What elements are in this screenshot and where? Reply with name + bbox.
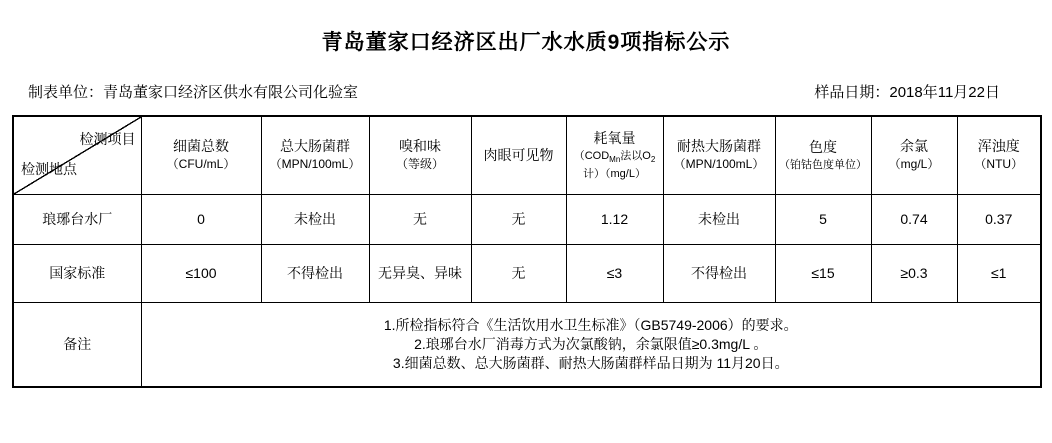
table-row-national-standard <box>13 244 1041 302</box>
langyatai-oxygen-consumption: 1.12 <box>566 194 663 244</box>
header-col-residual-chlorine: 余氯 （mg/L） <box>871 116 957 194</box>
langyatai-thermotolerant-coliform: 未检出 <box>663 194 775 244</box>
standard-turbidity: ≤1 <box>957 244 1041 302</box>
remark-line-1: 1.所检指标符合《生活饮用水卫生标准》（GB5749-2006）的要求。 <box>383 316 798 333</box>
meta-row <box>0 81 1052 102</box>
corner-label-test-location: 检测地点 <box>21 161 77 177</box>
langyatai-bacteria-total: 0 <box>141 194 261 244</box>
header-col-oxygen-consumption: 耗氧量 （$COD_{Mn}$法以$O_2$计）（mg/L） <box>566 116 663 194</box>
row-label-langyatai: 琅琊台水厂 <box>13 194 141 244</box>
langyatai-odor-taste: 无 <box>369 194 471 244</box>
corner-label-test-item: 检测项目 <box>79 131 136 147</box>
standard-oxygen-consumption: ≤3 <box>566 244 663 302</box>
langyatai-chroma: 5 <box>775 194 871 244</box>
standard-chroma: ≤15 <box>775 244 871 302</box>
remark-line-3: 3.细菌总数、总大肠菌群、耐热大肠菌群样品日期为 11月20日。 <box>392 354 789 371</box>
corner-cell <box>13 116 141 194</box>
langyatai-visible-matter: 无 <box>471 194 566 244</box>
standard-residual-chlorine: ≥0.3 <box>871 244 957 302</box>
remark-line-2: 2.琅琊台水厂消毒方式为次氯酸钠，余氯限值≥0.3mg/L 。 <box>414 335 768 352</box>
oxygen-consumption-unit: （$COD_{Mn}$法以$O_2$计）（mg/L） <box>573 149 656 180</box>
standard-odor-taste: 无异臭、异味 <box>369 244 471 302</box>
standard-thermotolerant-coliform: 不得检出 <box>663 244 775 302</box>
header-col-bacteria-total: 细菌总数 （CFU/mL） <box>141 116 261 194</box>
header-col-total-coliform: 总大肠菌群 （MPN/100mL） <box>261 116 369 194</box>
sample-date-label: 样品日期：2018年11月22日 <box>814 84 1000 101</box>
remarks-label: 备注 <box>13 302 141 387</box>
page-title: 青岛董家口经济区出厂水水质9项指标公示 <box>321 31 731 54</box>
header-col-thermotolerant-coliform: 耐热大肠菌群 （MPN/100mL） <box>663 116 775 194</box>
header-col-visible-matter: 肉眼可见物 <box>471 116 566 194</box>
issuing-unit-label: 制表单位：青岛董家口经济区供水有限公司化验室 <box>28 84 359 101</box>
header-col-odor-taste: 嗅和味 （等级） <box>369 116 471 194</box>
standard-total-coliform: 不得检出 <box>261 244 369 302</box>
langyatai-turbidity: 0.37 <box>957 194 1041 244</box>
langyatai-total-coliform: 未检出 <box>261 194 369 244</box>
standard-bacteria-total: ≤100 <box>141 244 261 302</box>
header-col-chroma: 色度 （铂钴色度单位） <box>775 116 871 194</box>
standard-visible-matter: 无 <box>471 244 566 302</box>
table-header-row <box>13 116 1041 194</box>
remarks-content <box>141 302 1041 387</box>
table-row-langyatai-plant <box>13 194 1041 244</box>
langyatai-residual-chlorine: 0.74 <box>871 194 957 244</box>
header-col-turbidity: 浑浊度 （NTU） <box>957 116 1041 194</box>
water-quality-table <box>12 115 1042 388</box>
row-label-national-standard: 国家标准 <box>13 244 141 302</box>
table-row-remarks <box>13 302 1041 387</box>
